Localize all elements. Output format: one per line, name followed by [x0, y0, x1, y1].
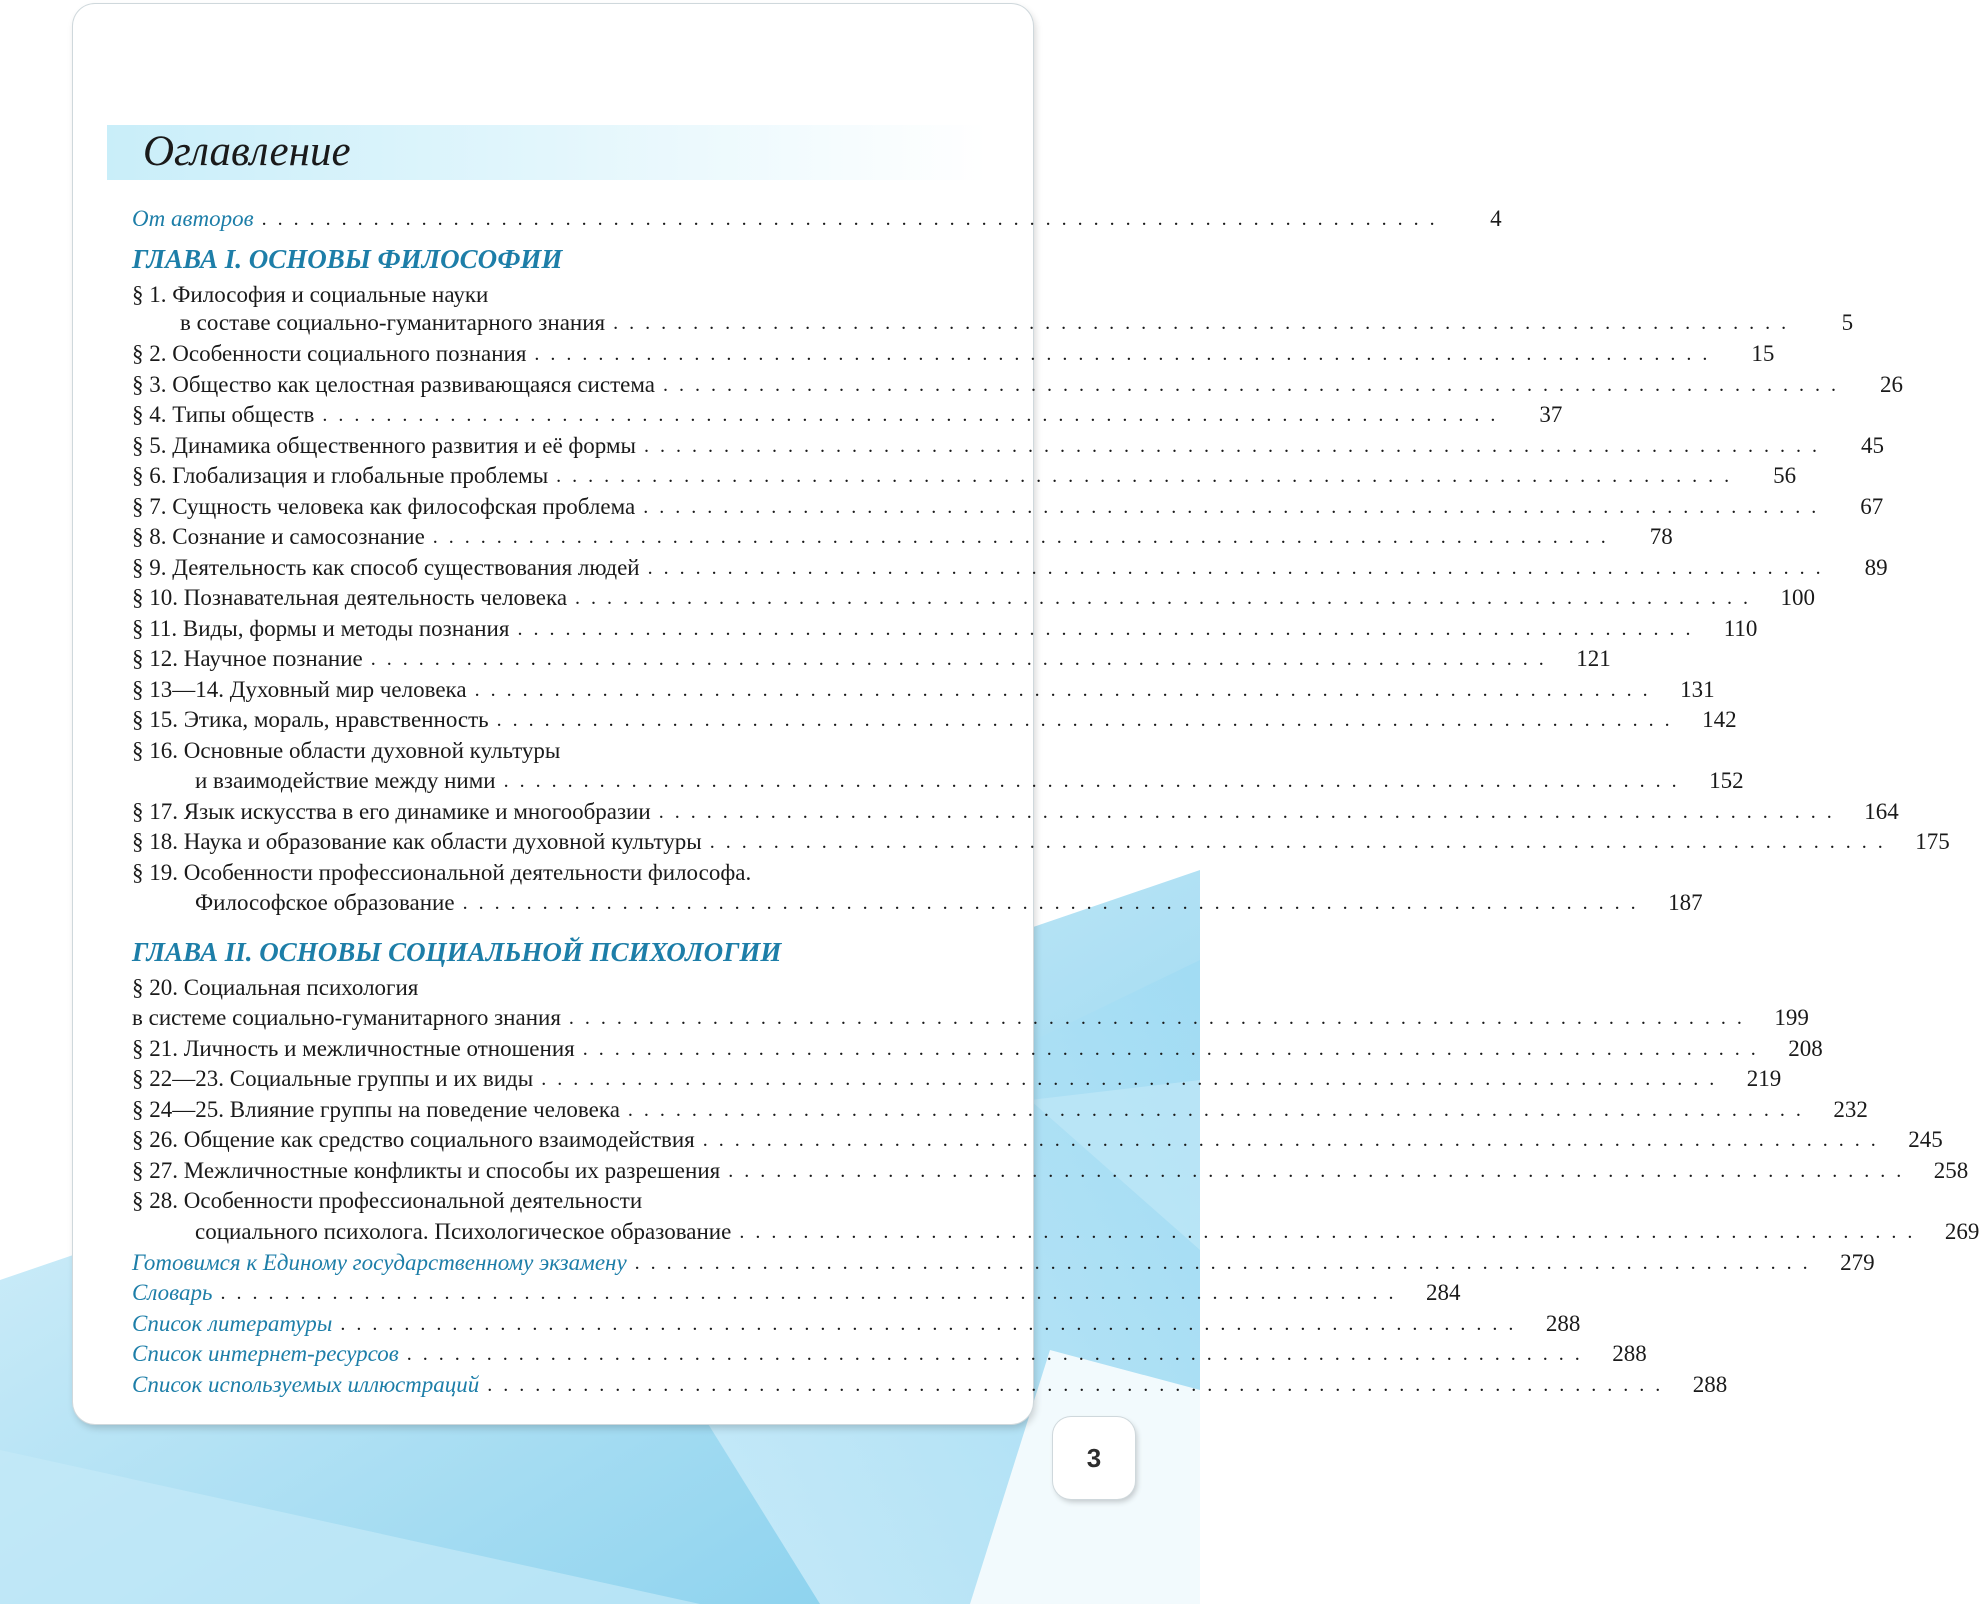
toc-page-number: 131 — [1680, 677, 1715, 702]
toc-entry-4[interactable] — [132, 400, 1563, 430]
chapter-2-heading[interactable]: ГЛАВА II. ОСНОВЫ СОЦИАЛЬНОЙ ПСИХОЛОГИИ — [132, 937, 782, 967]
page-title: Оглавление — [143, 128, 351, 175]
toc-entry-label: § 10. Познавательная деятельность человека — [132, 585, 568, 610]
leader-dots: . . . . . . . . . . . . . . . . . . . . . . . . . . . . . . . . . . . . . . . . . . . . . . . . . . . . . . . . . . . . . . . . . . . . . . . . . . — [517, 618, 1694, 640]
toc-entry-label: § 24—25. Влияние группы на поведение человека — [132, 1097, 620, 1122]
leader-dots: . . . . . . . . . . . . . . . . . . . . . . . . . . . . . . . . . . . . . . . . . . . . . . . . . . . . . . . . . . . . . . . . . . . . . . . . . . — [582, 1038, 1759, 1060]
toc-page-number: 269 — [1944, 1219, 1979, 1244]
toc-entry-label: Список интернет-ресурсов — [132, 1341, 399, 1366]
toc-page-number: 15 — [1751, 341, 1775, 366]
toc-entry-label: § 3. Общество как целостная развивающаяся система — [132, 372, 655, 397]
toc-page-number: 4 — [1490, 206, 1502, 231]
toc-entry-6[interactable] — [132, 461, 1797, 491]
leader-dots: . . . . . . . . . . . . . . . . . . . . . . . . . . . . . . . . . . . . . . . . . . . . . . . . . . . . . . . . . . . . . . . . . . . . . . . . . . — [432, 526, 1609, 548]
toc-entry-internet-resources[interactable] — [132, 1339, 1647, 1369]
toc-page-number: 37 — [1539, 402, 1563, 427]
toc-page-number: 56 — [1773, 463, 1797, 488]
toc-entry-label: § 27. Межличностные конфликты и способы их разрешения — [132, 1158, 721, 1183]
toc-entry-line1: § 20. Социальная психология — [132, 975, 419, 1000]
toc-page-number: 152 — [1709, 768, 1744, 793]
leader-dots: . . . . . . . . . . . . . . . . . . . . . . . . . . . . . . . . . . . . . . . . . . . . . . . . . . . . . . . . . . . . . . . . . . . . . . . . . . — [575, 587, 1752, 609]
toc-entry-line1: § 16. Основные области духовной культуры — [132, 738, 561, 763]
toc-page-number: 100 — [1780, 585, 1816, 610]
toc-entry-label: § 8. Сознание и самосознание — [132, 524, 425, 549]
toc-entry-line1: § 19. Особенности профессиональной деятельности философа. — [132, 860, 752, 885]
page-number: 3 — [1086, 1442, 1102, 1473]
leader-dots: . . . . . . . . . . . . . . . . . . . . . . . . . . . . . . . . . . . . . . . . . . . . . . . . . . . . . . . . . . . . . . . . . . . . . . . . . . — [496, 709, 1673, 731]
toc-entry-intro[interactable] — [132, 204, 1502, 234]
leader-dots: . . . . . . . . . . . . . . . . . . . . . . . . . . . . . . . . . . . . . . . . . . . . . . . . . . . . . . . . . . . . . . . . . . . . . . . . . . — [662, 374, 1839, 396]
toc-page-number: 67 — [1860, 494, 1884, 519]
toc-entry-label: Список литературы — [132, 1311, 333, 1336]
toc-entry-3[interactable] — [132, 370, 1903, 400]
toc-page-number: 288 — [1545, 1311, 1581, 1336]
leader-dots: . . . . . . . . . . . . . . . . . . . . . . . . . . . . . . . . . . . . . . . . . . . . . . . . . . . . . . . . . . . . . . . . . . . . . . . . . . — [556, 465, 1733, 487]
leader-dots: . . . . . . . . . . . . . . . . . . . . . . . . . . . . . . . . . . . . . . . . . . . . . . . . . . . . . . . . . . . . . . . . . . . . . . . . . . — [534, 343, 1711, 365]
toc-entry-label: Словарь — [132, 1280, 213, 1305]
leader-dots: . . . . . . . . . . . . . . . . . . . . . . . . . . . . . . . . . . . . . . . . . . . . . . . . . . . . . . . . . . . . . . . . . . . . . . . . . . — [462, 892, 1639, 914]
leader-dots: . . . . . . . . . . . . . . . . . . . . . . . . . . . . . . . . . . . . . . . . . . . . . . . . . . . . . . . . . . . . . . . . . . . . . . . . . . — [634, 1252, 1811, 1274]
leader-dots: . . . . . . . . . . . . . . . . . . . . . . . . . . . . . . . . . . . . . . . . . . . . . . . . . . . . . . . . . . . . . . . . . . . . . . . . . . — [541, 1068, 1718, 1090]
leader-dots: . . . . . . . . . . . . . . . . . . . . . . . . . . . . . . . . . . . . . . . . . . . . . . . . . . . . . . . . . . . . . . . . . . . . . . . . . . — [568, 1007, 1745, 1029]
toc-entry-26[interactable] — [132, 1125, 1943, 1155]
leader-dots: . . . . . . . . . . . . . . . . . . . . . . . . . . . . . . . . . . . . . . . . . . . . . . . . . . . . . . . . . . . . . . . . . . . . . . . . . . — [487, 1374, 1664, 1396]
toc-entry-5[interactable] — [132, 431, 1884, 461]
toc-entry-7[interactable] — [132, 492, 1884, 522]
toc-entry-22-23[interactable] — [132, 1064, 1782, 1094]
toc-entry-18[interactable] — [132, 827, 1950, 857]
toc-page-number: 164 — [1864, 799, 1899, 824]
toc-page-number: 284 — [1425, 1280, 1461, 1305]
toc-page-number: 279 — [1840, 1250, 1875, 1275]
toc-entry-label: § 13—14. Духовный мир человека — [132, 677, 467, 702]
toc-entry-label: § 4. Типы обществ — [132, 402, 315, 427]
chapter-1-heading[interactable]: ГЛАВА I. ОСНОВЫ ФИЛОСОФИИ — [132, 244, 563, 274]
leader-dots: . . . . . . . . . . . . . . . . . . . . . . . . . . . . . . . . . . . . . . . . . . . . . . . . . . . . . . . . . . . . . . . . . . . . . . . . . . — [406, 1343, 1583, 1365]
leader-dots: . . . . . . . . . . . . . . . . . . . . . . . . . . . . . . . . . . . . . . . . . . . . . . . . . . . . . . . . . . . . . . . . . . . . . . . . . . — [702, 1129, 1879, 1151]
toc-page-number: 5 — [1841, 310, 1854, 335]
toc-entry-label: § 7. Сущность человека как философская проблема — [132, 494, 636, 519]
toc-page-number: 142 — [1702, 707, 1737, 732]
leader-dots: . . . . . . . . . . . . . . . . . . . . . . . . . . . . . . . . . . . . . . . . . . . . . . . . . . . . . . . . . . . . . . . . . . . . . . . . . . — [709, 831, 1886, 853]
toc-entry-24-25[interactable] — [132, 1095, 1868, 1125]
toc-page-number: 199 — [1774, 1005, 1809, 1030]
toc-entry-label: От авторов — [132, 206, 254, 231]
leader-dots: . . . . . . . . . . . . . . . . . . . . . . . . . . . . . . . . . . . . . . . . . . . . . . . . . . . . . . . . . . . . . . . . . . . . . . . . . . — [728, 1160, 1905, 1182]
toc-page-number: 288 — [1692, 1372, 1728, 1397]
toc-entry-label: § 5. Динамика общественного развития и её формы — [132, 433, 636, 458]
leader-dots: . . . . . . . . . . . . . . . . . . . . . . . . . . . . . . . . . . . . . . . . . . . . . . . . . . . . . . . . . . . . . . . . . . . . . . . . . . — [658, 801, 1835, 823]
toc-page-number: 187 — [1668, 890, 1703, 915]
leader-dots: . . . . . . . . . . . . . . . . . . . . . . . . . . . . . . . . . . . . . . . . . . . . . . . . . . . . . . . . . . . . . . . . . . . . . . . . . . — [261, 208, 1438, 230]
toc-entry-exam-prep[interactable] — [132, 1248, 1875, 1278]
leader-dots: . . . . . . . . . . . . . . . . . . . . . . . . . . . . . . . . . . . . . . . . . . . . . . . . . . . . . . . . . . . . . . . . . . . . . . . . . . — [340, 1313, 1517, 1335]
leader-dots: . . . . . . . . . . . . . . . . . . . . . . . . . . . . . . . . . . . . . . . . . . . . . . . . . . . . . . . . . . . . . . . . . . . . . . . . . . — [322, 404, 1499, 426]
toc-entry-label: и взаимодействие между ними — [195, 768, 496, 793]
toc-entry-10[interactable] — [132, 583, 1816, 613]
toc-page-number: 121 — [1576, 646, 1611, 671]
toc-entry-label: § 22—23. Социальные группы и их виды — [132, 1066, 534, 1091]
leader-dots: . . . . . . . . . . . . . . . . . . . . . . . . . . . . . . . . . . . . . . . . . . . . . . . . . . . . . . . . . . . . . . . . . . . . . . . . . . — [647, 557, 1824, 579]
toc-entry-glossary[interactable] — [132, 1278, 1461, 1308]
toc-entry-21[interactable] — [132, 1034, 1823, 1064]
toc-page-number: 245 — [1908, 1127, 1943, 1152]
toc-entry-label: § 6. Глобализация и глобальные проблемы — [132, 463, 549, 488]
toc-entry-label: Список используемых иллюстраций — [132, 1372, 480, 1397]
toc-page-number: 175 — [1915, 829, 1950, 854]
toc-entry-12[interactable] — [132, 644, 1611, 674]
toc-entry-label: § 9. Деятельность как способ существования людей — [132, 555, 640, 580]
toc-page-number: 219 — [1746, 1066, 1782, 1091]
toc-entry-label: § 26. Общение как средство социального взаимодействия — [132, 1127, 695, 1152]
toc-entry-28[interactable] — [132, 1217, 1979, 1247]
leader-dots: . . . . . . . . . . . . . . . . . . . . . . . . . . . . . . . . . . . . . . . . . . . . . . . . . . . . . . . . . . . . . . . . . . . . . . . . . . — [739, 1221, 1916, 1243]
toc-page-number: 78 — [1649, 524, 1673, 549]
toc-entry-13-14[interactable] — [132, 675, 1715, 705]
leader-dots: . . . . . . . . . . . . . . . . . . . . . . . . . . . . . . . . . . . . . . . . . . . . . . . . . . . . . . . . . . . . . . . . . . . . . . . . . . — [370, 648, 1547, 670]
toc-entry-label: Философское образование — [195, 890, 455, 915]
toc-entry-label: в составе социально-гуманитарного знания — [180, 310, 606, 335]
toc-entry-9[interactable] — [132, 553, 1888, 583]
toc-entry-17[interactable] — [132, 797, 1899, 827]
toc-page-number: 288 — [1612, 1341, 1647, 1366]
toc-page-number: 110 — [1723, 616, 1758, 641]
toc-page-number: 232 — [1833, 1097, 1868, 1122]
toc-entry-16[interactable] — [132, 766, 1744, 796]
toc-entry-label: Готовимся к Единому государственному экзамену — [132, 1250, 627, 1275]
leader-dots: . . . . . . . . . . . . . . . . . . . . . . . . . . . . . . . . . . . . . . . . . . . . . . . . . . . . . . . . . . . . . . . . . . . . . . . . . . — [643, 496, 1820, 518]
toc-page-number: 26 — [1879, 372, 1903, 397]
toc-entry-literature[interactable] — [132, 1309, 1581, 1339]
page-number-badge — [1053, 1417, 1135, 1499]
toc-entry-illustrations[interactable] — [132, 1370, 1728, 1400]
toc-entry-line1: § 28. Особенности профессиональной деятельности — [132, 1188, 643, 1213]
toc-entry-label: § 11. Виды, формы и методы познания — [132, 616, 510, 641]
leader-dots: . . . . . . . . . . . . . . . . . . . . . . . . . . . . . . . . . . . . . . . . . . . . . . . . . . . . . . . . . . . . . . . . . . . . . . . . . . — [474, 679, 1651, 701]
toc-entry-27[interactable] — [132, 1156, 1969, 1186]
leader-dots: . . . . . . . . . . . . . . . . . . . . . . . . . . . . . . . . . . . . . . . . . . . . . . . . . . . . . . . . . . . . . . . . . . . . . . . . . . — [220, 1282, 1397, 1304]
toc-entry-19[interactable] — [132, 888, 1703, 918]
toc-entry-label: в системе социально-гуманитарного знания — [132, 1005, 561, 1030]
toc-entry-label: § 21. Личность и межличностные отношения — [132, 1036, 575, 1061]
toc-page-number: 258 — [1933, 1158, 1969, 1183]
toc-entry-8[interactable] — [132, 522, 1673, 552]
leader-dots: . . . . . . . . . . . . . . . . . . . . . . . . . . . . . . . . . . . . . . . . . . . . . . . . . . . . . . . . . . . . . . . . . . . . . . . . . . — [643, 435, 1820, 457]
toc-entry-11[interactable] — [132, 614, 1758, 644]
toc-entry-2[interactable] — [132, 339, 1775, 369]
toc-page-number: 45 — [1860, 433, 1884, 458]
toc-entry-label: § 17. Язык искусства в его динамике и многообразии — [132, 799, 651, 824]
toc-entry-label: § 15. Этика, мораль, нравственность — [132, 707, 489, 732]
toc-entry-line1: § 1. Философия и социальные науки — [132, 282, 489, 307]
toc-entry-15[interactable] — [132, 705, 1737, 735]
toc-entry-label: § 18. Наука и образование как области духовной культуры — [132, 829, 702, 854]
toc-entry-1[interactable] — [132, 308, 1854, 338]
toc-entry-label: социального психолога. Психологическое образование — [195, 1219, 732, 1244]
toc-page-number: 89 — [1864, 555, 1888, 580]
title-band — [107, 125, 987, 180]
leader-dots: . . . . . . . . . . . . . . . . . . . . . . . . . . . . . . . . . . . . . . . . . . . . . . . . . . . . . . . . . . . . . . . . . . . . . . . . . . — [613, 312, 1790, 334]
leader-dots: . . . . . . . . . . . . . . . . . . . . . . . . . . . . . . . . . . . . . . . . . . . . . . . . . . . . . . . . . . . . . . . . . . . . . . . . . . — [627, 1099, 1804, 1121]
toc-entry-label: § 12. Научное познание — [132, 646, 363, 671]
toc-entry-20[interactable] — [132, 1003, 1809, 1033]
leader-dots: . . . . . . . . . . . . . . . . . . . . . . . . . . . . . . . . . . . . . . . . . . . . . . . . . . . . . . . . . . . . . . . . . . . . . . . . . . — [503, 770, 1680, 792]
toc-entry-label: § 2. Особенности социального познания — [132, 341, 527, 366]
toc-page-number: 208 — [1788, 1036, 1823, 1061]
